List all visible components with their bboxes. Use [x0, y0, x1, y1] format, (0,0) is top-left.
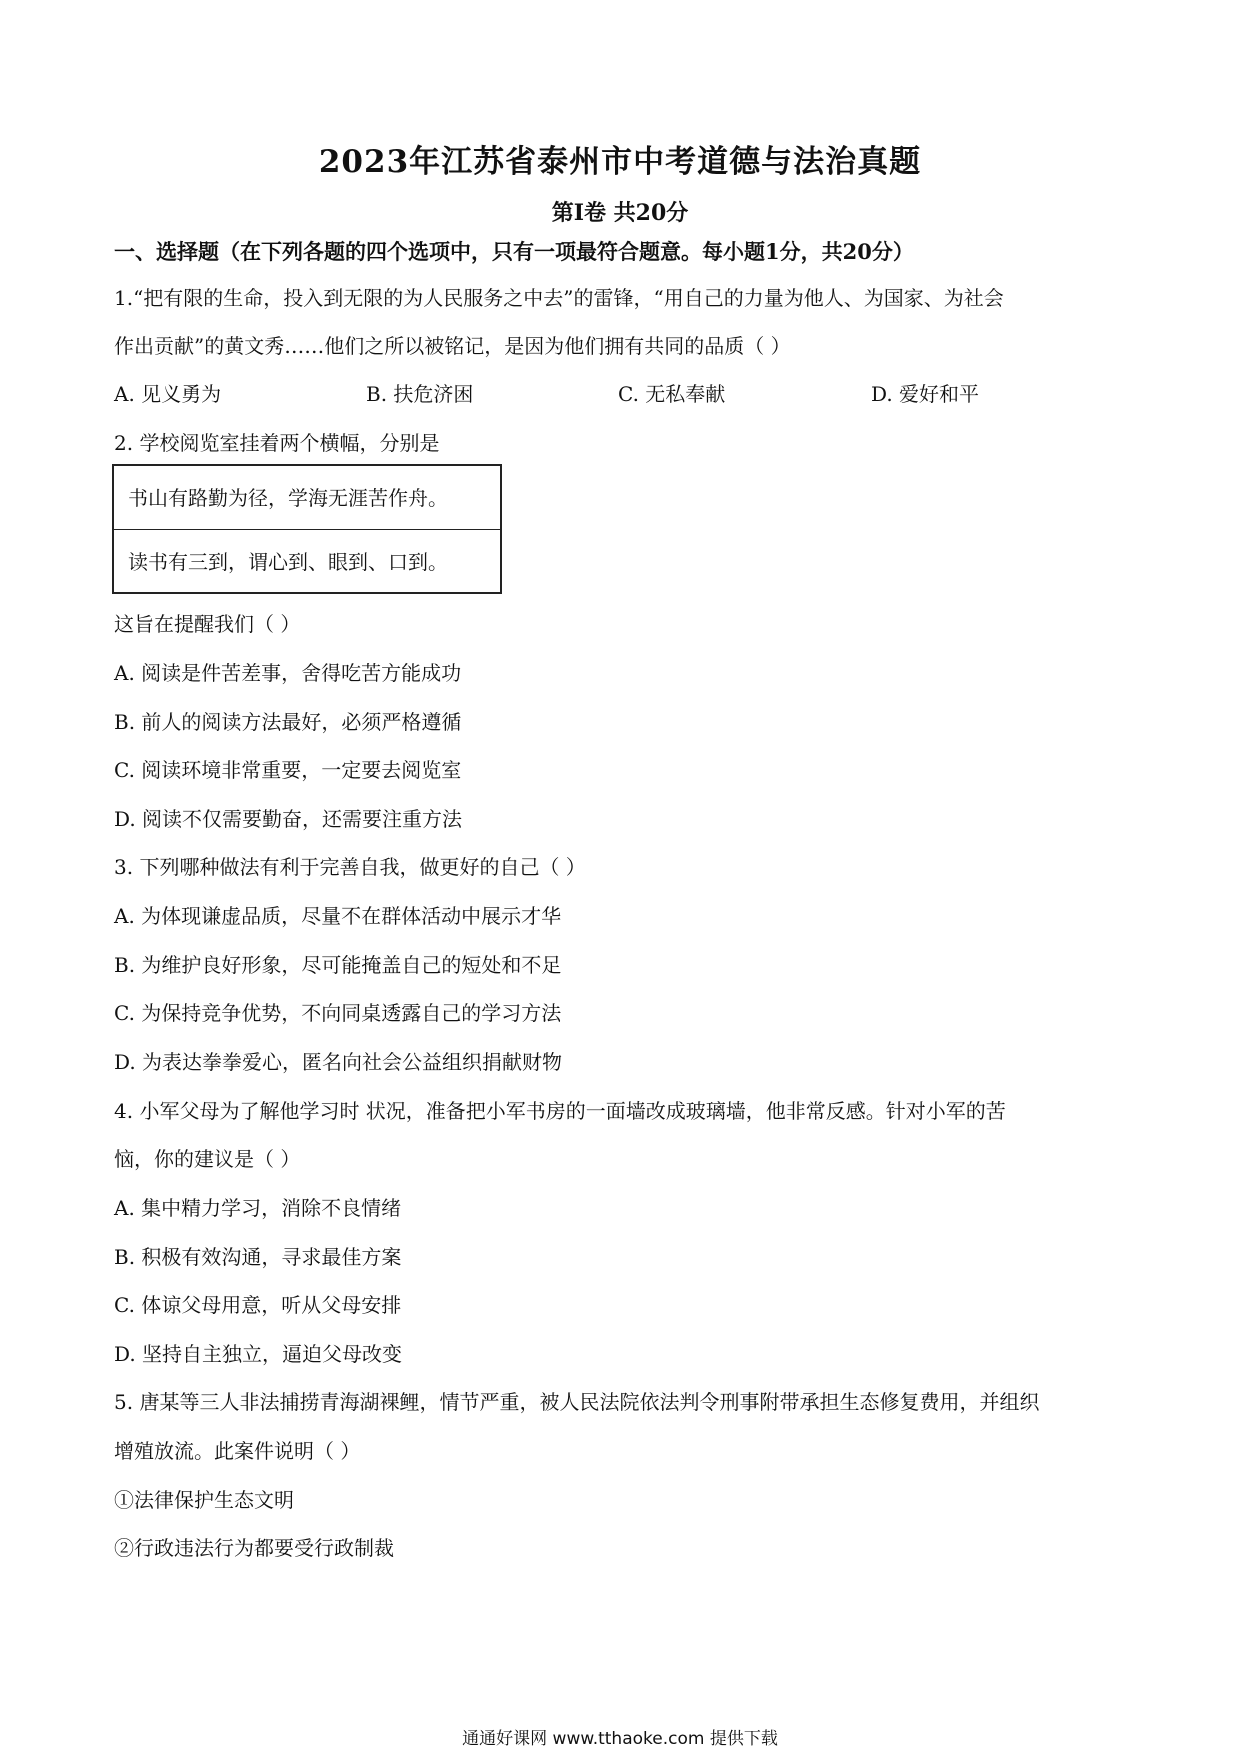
banner-row-2: 读书有三到，谓心到、眼到、口到。	[128, 550, 448, 574]
question-3-option-b: B. 为维护良好形象，尽可能掩盖自己的短处和不足	[114, 953, 562, 977]
question-5-line-1: 5. 唐某等三人非法捕捞青海湖裸鲤，情节严重，被人民法院依法判令刑事附带承担生态修复费用，并组织	[114, 1390, 1040, 1414]
question-5-statement-2: ②行政违法行为都要受行政制裁	[114, 1536, 394, 1560]
question-2-line-1: 2. 学校阅览室挂着两个横幅，分别是	[114, 431, 440, 455]
question-2-stem: 这旨在提醒我们（ ）	[114, 612, 301, 636]
question-3-line-1: 3. 下列哪种做法有利于完善自我，做更好的自己（ ）	[114, 855, 586, 879]
question-3-option-a: A. 为体现谦虚品质，尽量不在群体活动中展示才华	[114, 904, 562, 928]
question-4-option-c: C. 体谅父母用意，听从父母安排	[114, 1293, 402, 1317]
question-5-line-2: 增殖放流。此案件说明（ ）	[114, 1439, 361, 1463]
question-1-option-b: B. 扶危济困	[366, 382, 474, 406]
question-3-option-c: C. 为保持竞争优势，不向同桌透露自己的学习方法	[114, 1001, 562, 1025]
question-1-line-1: 1.“把有限的生命，投入到无限的为人民服务之中去”的雷锋，“用自己的力量为他人、为国家、为社会	[114, 286, 1004, 310]
question-2-option-b: B. 前人的阅读方法最好，必须严格遵循	[114, 710, 462, 734]
question-4-line-2: 恼，你的建议是（ ）	[114, 1147, 301, 1171]
question-2-option-c: C. 阅读环境非常重要，一定要去阅览室	[114, 758, 462, 782]
banner-row-1: 书山有路勤为径，学海无涯苦作舟。	[114, 466, 500, 530]
question-2-option-d: D. 阅读不仅需要勤奋，还需要注重方法	[114, 807, 463, 831]
question-1-option-c: C. 无私奉献	[618, 382, 726, 406]
banner-table	[112, 464, 502, 594]
question-4-option-d: D. 坚持自主独立，逼迫父母改变	[114, 1342, 403, 1366]
page-footer: 通通好课网 www.tthaoke.com 提供下载	[462, 1729, 778, 1749]
question-2-option-a: A. 阅读是件苦差事，舍得吃苦方能成功	[114, 661, 462, 685]
paper-part-heading: 第Ⅰ卷 共20分	[551, 200, 689, 226]
question-1-option-d: D. 爱好和平	[871, 382, 980, 406]
question-1-line-2: 作出贡献”的黄文秀……他们之所以被铭记，是因为他们拥有共同的品质（ ）	[114, 334, 791, 358]
question-4-line-1: 4. 小军父母为了解他学习时 状况，准备把小军书房的一面墙改成玻璃墙，他非常反感。针对小军的苦	[114, 1099, 1006, 1123]
question-5-statement-1: ①法律保护生态文明	[114, 1488, 294, 1512]
section-heading: 一、选择题（在下列各题的四个选项中，只有一项最符合题意。每小题1分，共20分）	[114, 239, 914, 264]
question-1-option-a: A. 见义勇为	[114, 382, 222, 406]
question-3-option-d: D. 为表达拳拳爱心，匿名向社会公益组织捐献财物	[114, 1050, 563, 1074]
question-4-option-a: A. 集中精力学习，消除不良情绪	[114, 1196, 402, 1220]
question-4-option-b: B. 积极有效沟通，寻求最佳方案	[114, 1245, 402, 1269]
page-title: 2023年江苏省泰州市中考道德与法治真题	[318, 144, 922, 180]
